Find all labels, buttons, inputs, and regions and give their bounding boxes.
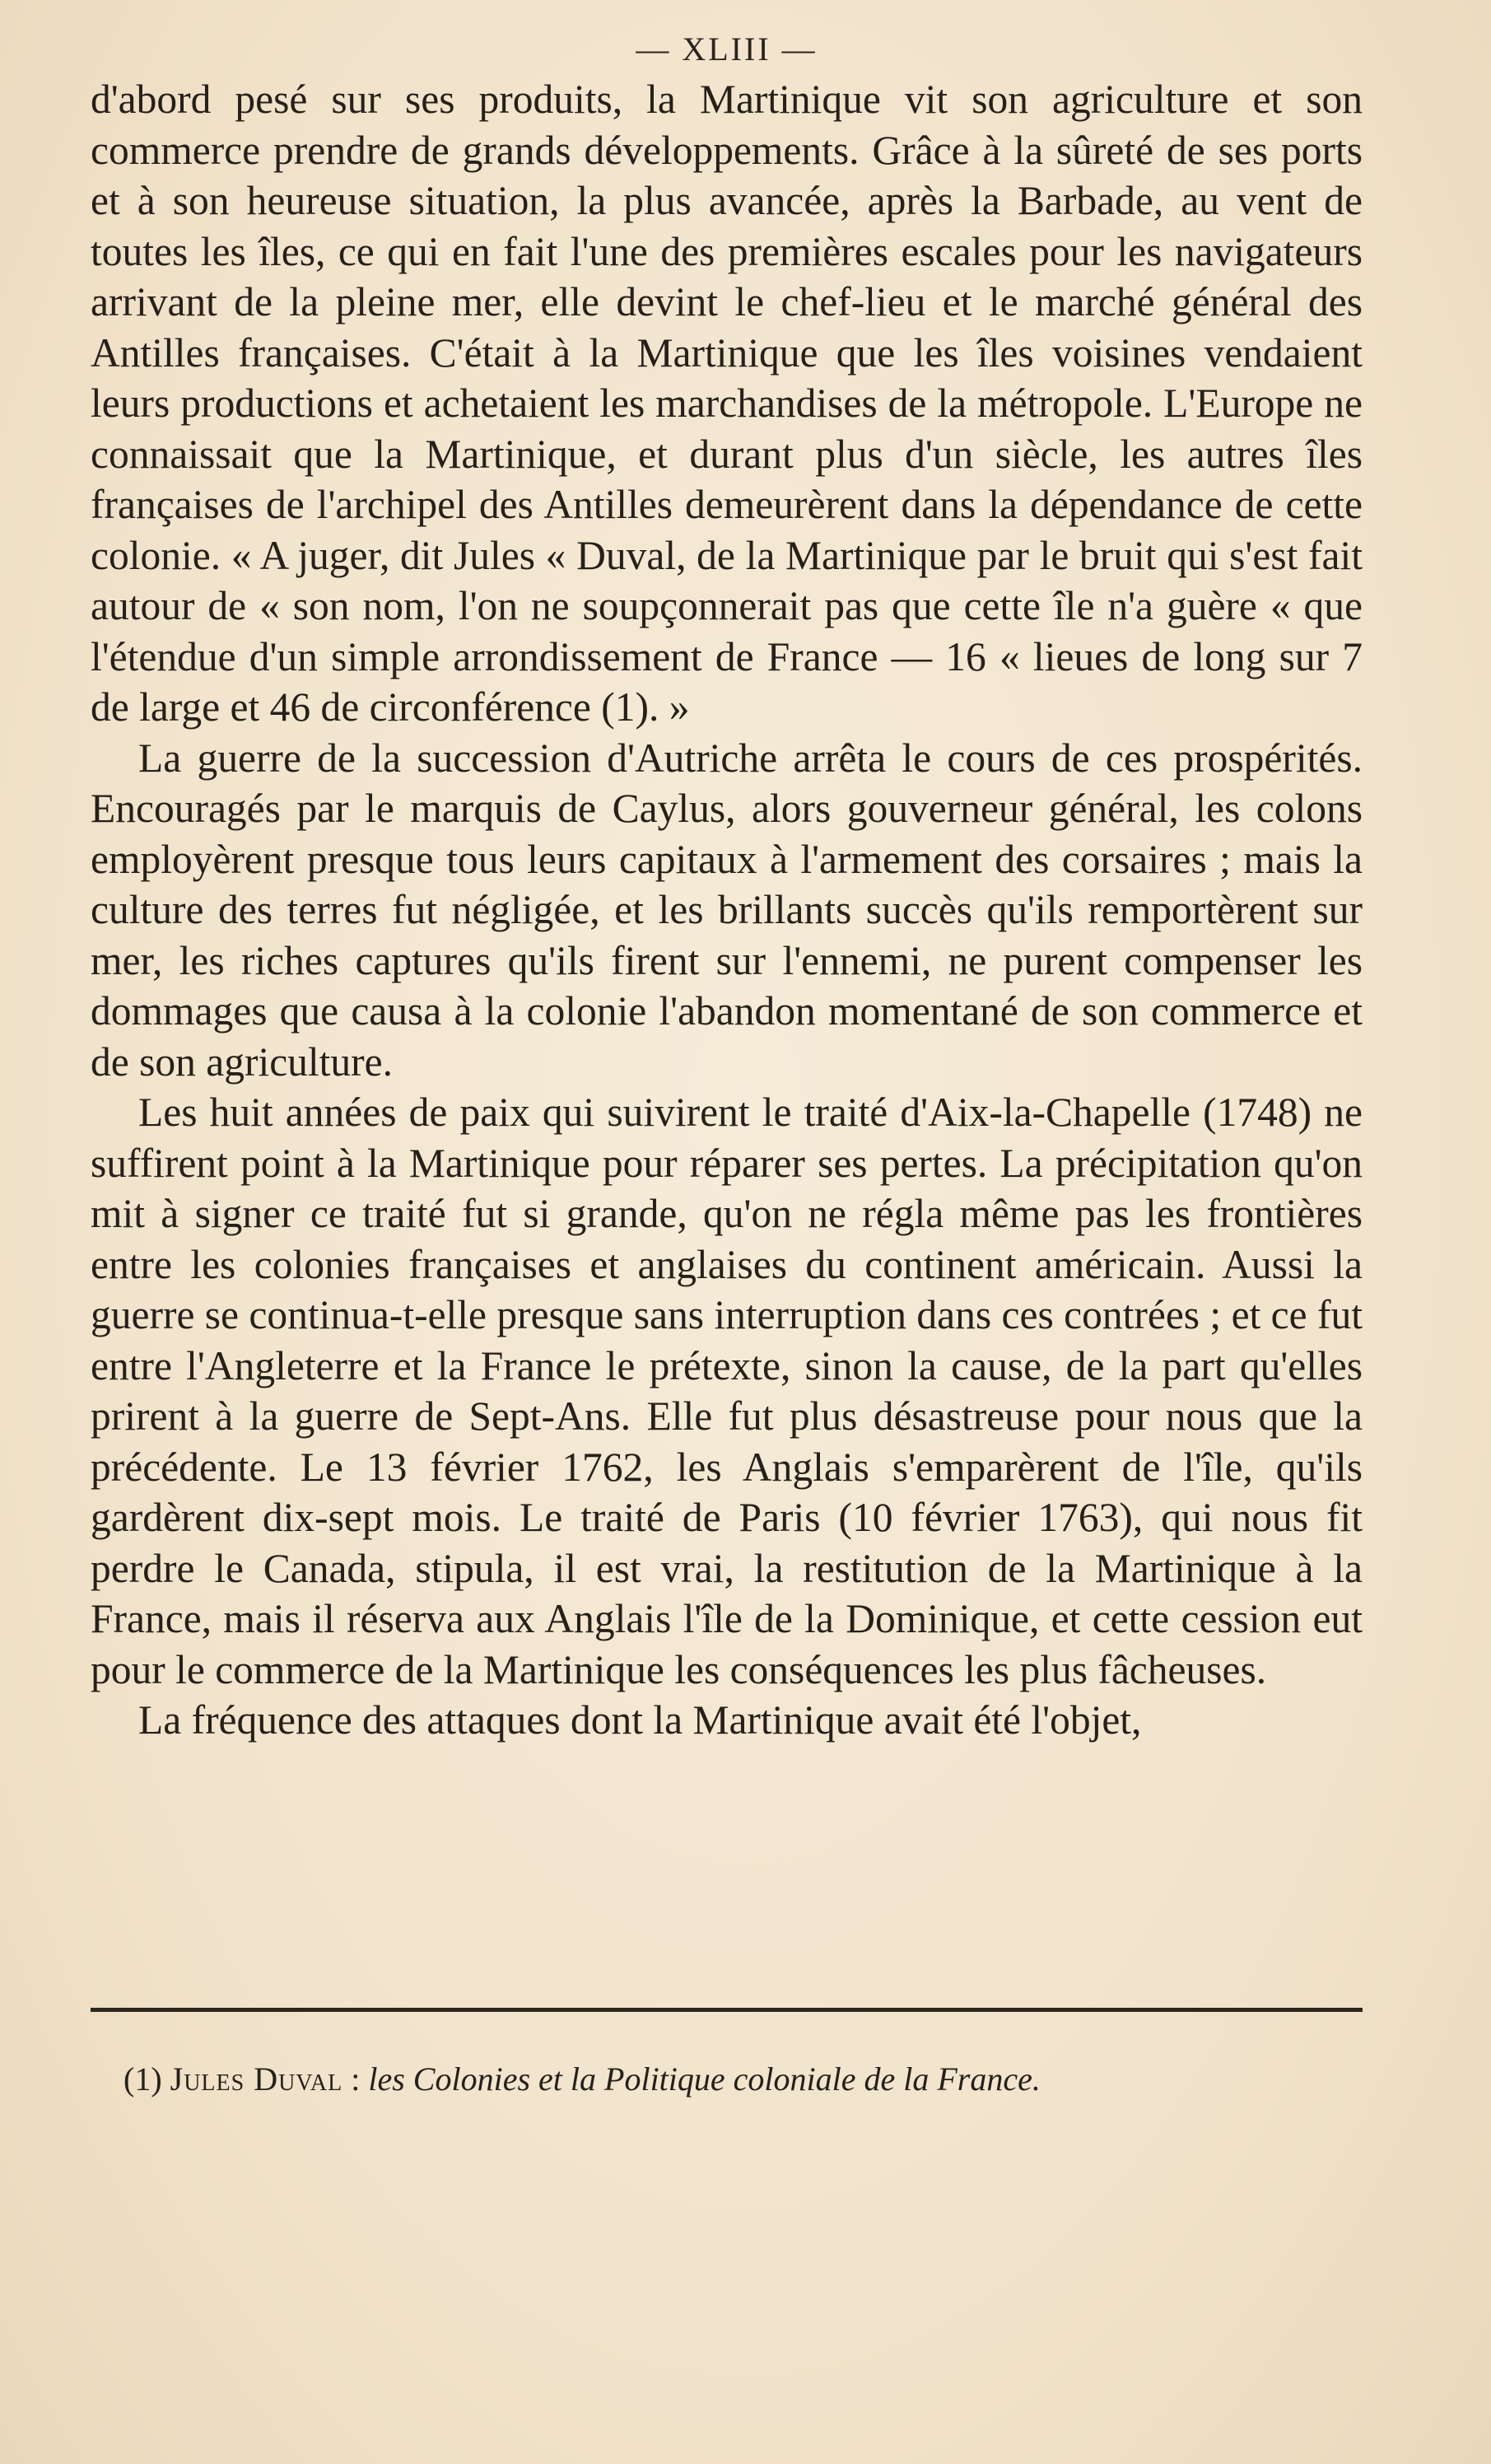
footnote bbox=[123, 2059, 1358, 2100]
running-head-page-number: — XLIII — bbox=[636, 30, 818, 68]
footnote-author: Jules Duval bbox=[170, 2060, 343, 2098]
footnote-title: les Colonies et la Politique coloniale de la France. bbox=[368, 2060, 1041, 2098]
paragraph-2: La guerre de la succession d'Autriche arrêta le cours de ces prospérités. Encouragés par le marquis de Caylus, alors gouverneur général, les colons employèrent presque tous leurs capitaux à l'armement des corsaires ; mais la culture des terres fut négligée, et les brillants succès qu'ils remportèrent sur mer, les riches captures qu'ils firent sur l'ennemi, ne purent compenser les dommages que causa à la colonie l'abandon momentané de son commerce et de son agriculture. bbox=[91, 735, 1363, 1085]
paragraph-4: La fréquence des attaques dont la Martinique avait été l'objet, bbox=[138, 1697, 1142, 1743]
footnote-marker: (1) bbox=[123, 2060, 162, 2098]
footnote-separator: : bbox=[351, 2060, 361, 2098]
body-text bbox=[91, 74, 1363, 1746]
paragraph-1: d'abord pesé sur ses produits, la Martinique vit son agriculture et son commerce prendre de grands développements. Grâce à la sûreté de ses ports et à son heureuse situation, la plus avancée, après la Barbade, au vent de toutes les îles, ce qui en fait l'une des premières escales pour les navigateurs arrivant de la pleine mer, elle devint le chef-lieu et le marché général des Antilles françaises. C'était à la Martinique que les îles voisines vendaient leurs productions et achetaient les marchandises de la métropole. L'Europe ne connaissait que la Martinique, et durant plus d'un siècle, les autres îles françaises de l'archipel des Antilles demeurèrent dans la dépendance de cette colonie. « A juger, dit Jules « Duval, de la Martinique par le bruit qui s'est fait autour de « son nom, l'on ne soupçonnerait pas que cette île n'a guère « que l'étendue d'un simple arrondissement de France — 16 « lieues de long sur 7 de large et 46 de circonférence (1). » bbox=[91, 77, 1363, 730]
paragraph-3: Les huit années de paix qui suivirent le traité d'Aix-la-Chapelle (1748) ne suffirent point à la Martinique pour réparer ses pertes. La précipitation qu'on mit à signer ce traité fut si grande, qu'on ne régla même pas les frontières entre les colonies françaises et anglaises du continent américain. Aussi la guerre se continua-t-elle presque sans interruption dans ces contrées ; et ce fut entre l'Angleterre et la France le prétexte, sinon la cause, de la part qu'elles prirent à la guerre de Sept-Ans. Elle fut plus désastreuse pour nous que la précédente. Le 13 février 1762, les Anglais s'emparèrent de l'île, qu'ils gardèrent dix-sept mois. Le traité de Paris (10 février 1763), qui nous fit perdre le Canada, stipula, il est vrai, la restitution de la Martinique à la France, mais il réserva aux Anglais l'île de la Dominique, et cette cession eut pour le commerce de la Martinique les conséquences les plus fâcheuses. bbox=[91, 1090, 1363, 1692]
footnote-separator-rule bbox=[91, 2008, 1363, 2012]
document-page bbox=[91, 25, 1363, 2438]
